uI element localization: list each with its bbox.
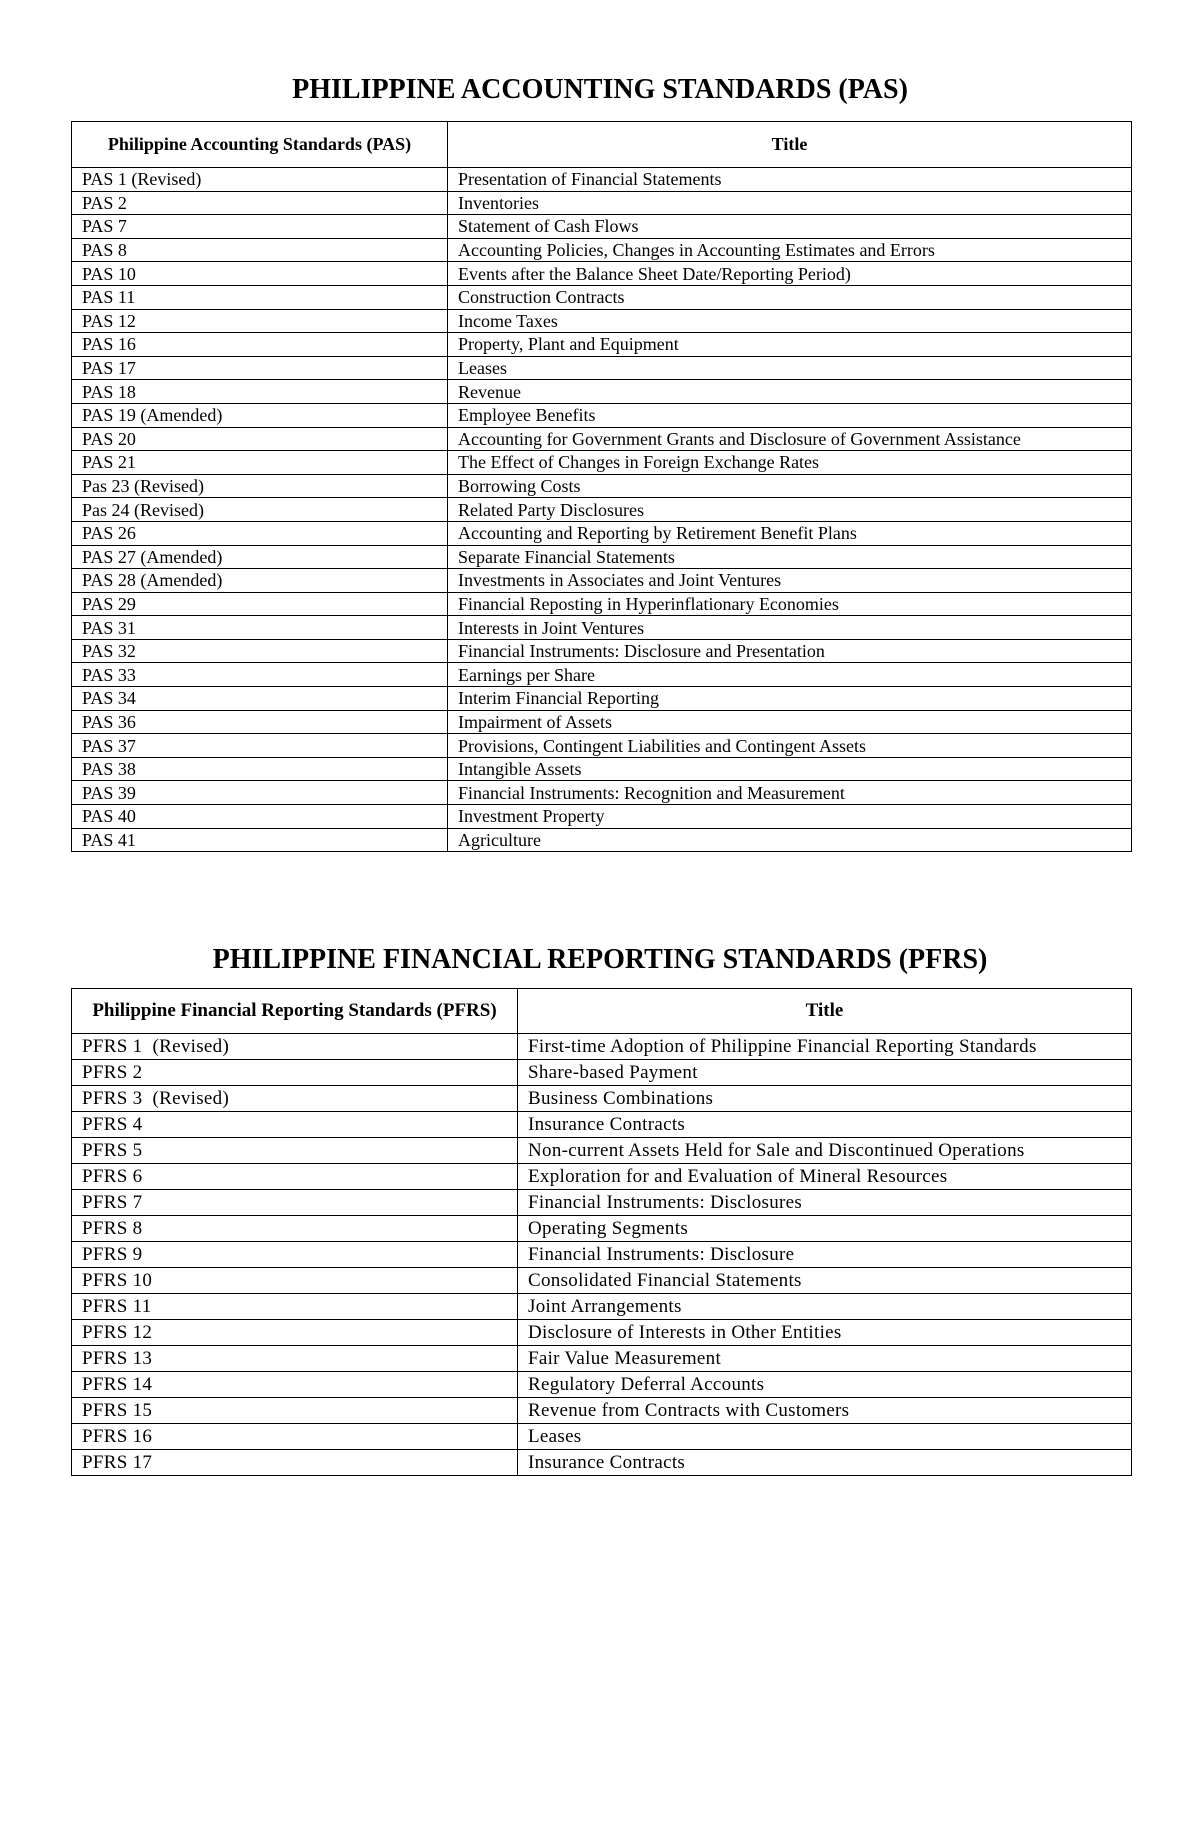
- pas-standard-cell: PAS 7: [72, 215, 448, 239]
- pas-title-cell: Events after the Balance Sheet Date/Reporting Period): [448, 262, 1132, 286]
- pas-table-row: [72, 262, 1132, 286]
- pfrs-title-cell: Fair Value Measurement: [518, 1346, 1132, 1372]
- pas-table-row: [72, 521, 1132, 545]
- pfrs-standard-cell: PFRS 11: [72, 1294, 518, 1320]
- pas-title-cell: Intangible Assets: [448, 757, 1132, 781]
- pas-table-row: [72, 734, 1132, 758]
- pfrs-title-cell: Business Combinations: [518, 1086, 1132, 1112]
- pfrs-standard-cell: PFRS 1 (Revised): [72, 1034, 518, 1060]
- pfrs-table-row: [72, 1060, 1132, 1086]
- pfrs-title-cell: Insurance Contracts: [518, 1112, 1132, 1138]
- pas-title-cell: Property, Plant and Equipment: [448, 333, 1132, 357]
- pas-title-cell: Related Party Disclosures: [448, 498, 1132, 522]
- pas-standard-cell: PAS 18: [72, 380, 448, 404]
- pfrs-standard-cell: PFRS 3 (Revised): [72, 1086, 518, 1112]
- pas-table: [71, 121, 1132, 852]
- pfrs-standard-cell: PFRS 10: [72, 1268, 518, 1294]
- pas-table-row: [72, 333, 1132, 357]
- pfrs-standard-cell: PFRS 12: [72, 1320, 518, 1346]
- pas-title-cell: Statement of Cash Flows: [448, 215, 1132, 239]
- pfrs-table-row: [72, 1216, 1132, 1242]
- pas-table-row: [72, 309, 1132, 333]
- pas-standard-cell: PAS 2: [72, 191, 448, 215]
- pfrs-title-cell: Non-current Assets Held for Sale and Discontinued Operations: [518, 1138, 1132, 1164]
- pas-table-row: [72, 474, 1132, 498]
- pas-table-row: [72, 805, 1132, 829]
- pas-standard-cell: PAS 20: [72, 427, 448, 451]
- pas-standard-cell: PAS 26: [72, 521, 448, 545]
- pas-standard-cell: PAS 37: [72, 734, 448, 758]
- pas-title-cell: Construction Contracts: [448, 285, 1132, 309]
- pas-title-cell: Accounting for Government Grants and Disclosure of Government Assistance: [448, 427, 1132, 451]
- pas-title-cell: Accounting and Reporting by Retirement Benefit Plans: [448, 521, 1132, 545]
- pfrs-table: [71, 988, 1132, 1476]
- pas-standard-cell: Pas 24 (Revised): [72, 498, 448, 522]
- pas-standard-cell: Pas 23 (Revised): [72, 474, 448, 498]
- pas-title-cell: The Effect of Changes in Foreign Exchange Rates: [448, 451, 1132, 475]
- pas-title-cell: Borrowing Costs: [448, 474, 1132, 498]
- pas-table-body: [72, 168, 1132, 852]
- pfrs-title-cell: Exploration for and Evaluation of Mineral Resources: [518, 1164, 1132, 1190]
- pas-title-cell: Provisions, Contingent Liabilities and Contingent Assets: [448, 734, 1132, 758]
- pas-title-cell: Presentation of Financial Statements: [448, 168, 1132, 192]
- pas-standard-cell: PAS 39: [72, 781, 448, 805]
- pfrs-table-row: [72, 1242, 1132, 1268]
- pfrs-table-row: [72, 1190, 1132, 1216]
- pas-title-cell: Investments in Associates and Joint Ventures: [448, 569, 1132, 593]
- pas-table-row: [72, 569, 1132, 593]
- pas-standard-cell: PAS 38: [72, 757, 448, 781]
- pas-standard-cell: PAS 32: [72, 639, 448, 663]
- pfrs-table-row: [72, 1112, 1132, 1138]
- pas-title-cell: Financial Instruments: Disclosure and Presentation: [448, 639, 1132, 663]
- pfrs-title-cell: Consolidated Financial Statements: [518, 1268, 1132, 1294]
- pas-table-row: [72, 356, 1132, 380]
- pfrs-table-row: [72, 1450, 1132, 1476]
- pas-table-row: [72, 781, 1132, 805]
- pfrs-title-cell: Disclosure of Interests in Other Entities: [518, 1320, 1132, 1346]
- pas-table-row: [72, 545, 1132, 569]
- pas-standard-cell: PAS 8: [72, 238, 448, 262]
- pas-title-cell: Employee Benefits: [448, 403, 1132, 427]
- pas-standard-cell: PAS 40: [72, 805, 448, 829]
- pas-table-row: [72, 757, 1132, 781]
- pas-table-row: [72, 427, 1132, 451]
- pas-title-cell: Separate Financial Statements: [448, 545, 1132, 569]
- pas-standard-cell: PAS 21: [72, 451, 448, 475]
- pas-table-row: [72, 639, 1132, 663]
- pfrs-title-cell: Revenue from Contracts with Customers: [518, 1398, 1132, 1424]
- pfrs-title-cell: Financial Instruments: Disclosure: [518, 1242, 1132, 1268]
- pas-column-header-standard: Philippine Accounting Standards (PAS): [72, 122, 448, 168]
- pas-table-row: [72, 687, 1132, 711]
- pas-title-cell: Income Taxes: [448, 309, 1132, 333]
- pas-table-row: [72, 403, 1132, 427]
- pas-standard-cell: PAS 36: [72, 710, 448, 734]
- pas-header-row: [72, 122, 1132, 168]
- pas-heading: PHILIPPINE ACCOUNTING STANDARDS (PAS): [292, 74, 908, 105]
- pfrs-title-cell: Share-based Payment: [518, 1060, 1132, 1086]
- pas-table-row: [72, 285, 1132, 309]
- pfrs-table-row: [72, 1268, 1132, 1294]
- pas-table-row: [72, 215, 1132, 239]
- pfrs-title-cell: Regulatory Deferral Accounts: [518, 1372, 1132, 1398]
- pas-title-cell: Interim Financial Reporting: [448, 687, 1132, 711]
- pfrs-standard-cell: PFRS 2: [72, 1060, 518, 1086]
- pas-standard-cell: PAS 16: [72, 333, 448, 357]
- pfrs-title-cell: Financial Instruments: Disclosures: [518, 1190, 1132, 1216]
- pas-standard-cell: PAS 27 (Amended): [72, 545, 448, 569]
- pas-table-row: [72, 616, 1132, 640]
- pas-column-header-title: Title: [448, 122, 1132, 168]
- pas-standard-cell: PAS 41: [72, 828, 448, 852]
- pas-standard-cell: PAS 34: [72, 687, 448, 711]
- pfrs-header-row: [72, 989, 1132, 1034]
- pfrs-standard-cell: PFRS 9: [72, 1242, 518, 1268]
- pfrs-standard-cell: PFRS 8: [72, 1216, 518, 1242]
- pas-title-cell: Agriculture: [448, 828, 1132, 852]
- pfrs-table-row: [72, 1320, 1132, 1346]
- pas-table-row: [72, 710, 1132, 734]
- pfrs-heading: PHILIPPINE FINANCIAL REPORTING STANDARDS (PFRS): [212, 944, 988, 975]
- pfrs-title-cell: Operating Segments: [518, 1216, 1132, 1242]
- pas-standard-cell: PAS 28 (Amended): [72, 569, 448, 593]
- pas-title-cell: Inventories: [448, 191, 1132, 215]
- pas-standard-cell: PAS 31: [72, 616, 448, 640]
- pfrs-table-row: [72, 1346, 1132, 1372]
- pas-table-row: [72, 168, 1132, 192]
- pfrs-standard-cell: PFRS 4: [72, 1112, 518, 1138]
- pas-title-cell: Revenue: [448, 380, 1132, 404]
- pas-title-cell: Financial Reposting in Hyperinflationary Economies: [448, 592, 1132, 616]
- pfrs-table-row: [72, 1294, 1132, 1320]
- pas-title-cell: Accounting Policies, Changes in Accounting Estimates and Errors: [448, 238, 1132, 262]
- pas-standard-cell: PAS 19 (Amended): [72, 403, 448, 427]
- pas-table-row: [72, 238, 1132, 262]
- pas-table-row: [72, 451, 1132, 475]
- pas-standard-cell: PAS 10: [72, 262, 448, 286]
- pas-table-row: [72, 191, 1132, 215]
- pfrs-title-cell: Insurance Contracts: [518, 1450, 1132, 1476]
- pfrs-standard-cell: PFRS 17: [72, 1450, 518, 1476]
- pas-table-row: [72, 498, 1132, 522]
- pfrs-standard-cell: PFRS 15: [72, 1398, 518, 1424]
- pas-title-cell: Interests in Joint Ventures: [448, 616, 1132, 640]
- pfrs-title-cell: Joint Arrangements: [518, 1294, 1132, 1320]
- pas-table-row: [72, 380, 1132, 404]
- pas-standard-cell: PAS 17: [72, 356, 448, 380]
- pas-standard-cell: PAS 11: [72, 285, 448, 309]
- pas-title-cell: Earnings per Share: [448, 663, 1132, 687]
- pas-table-row: [72, 663, 1132, 687]
- pfrs-column-header-title: Title: [518, 989, 1132, 1034]
- pas-table-row: [72, 592, 1132, 616]
- pfrs-standard-cell: PFRS 16: [72, 1424, 518, 1450]
- pfrs-table-row: [72, 1034, 1132, 1060]
- pas-title-cell: Investment Property: [448, 805, 1132, 829]
- pfrs-title-cell: First-time Adoption of Philippine Financial Reporting Standards: [518, 1034, 1132, 1060]
- pfrs-standard-cell: PFRS 14: [72, 1372, 518, 1398]
- pfrs-table-body: [72, 1034, 1132, 1476]
- pas-title-cell: Impairment of Assets: [448, 710, 1132, 734]
- pfrs-table-row: [72, 1086, 1132, 1112]
- pfrs-column-header-standard: Philippine Financial Reporting Standards (PFRS): [72, 989, 518, 1034]
- pfrs-table-row: [72, 1398, 1132, 1424]
- pas-standard-cell: PAS 12: [72, 309, 448, 333]
- pas-standard-cell: PAS 33: [72, 663, 448, 687]
- pfrs-standard-cell: PFRS 13: [72, 1346, 518, 1372]
- pas-title-cell: Leases: [448, 356, 1132, 380]
- pfrs-table-row: [72, 1138, 1132, 1164]
- pfrs-standard-cell: PFRS 5: [72, 1138, 518, 1164]
- pas-standard-cell: PAS 29: [72, 592, 448, 616]
- pfrs-standard-cell: PFRS 6: [72, 1164, 518, 1190]
- pfrs-title-cell: Leases: [518, 1424, 1132, 1450]
- pfrs-standard-cell: PFRS 7: [72, 1190, 518, 1216]
- pas-title-cell: Financial Instruments: Recognition and Measurement: [448, 781, 1132, 805]
- pfrs-table-row: [72, 1424, 1132, 1450]
- pas-table-row: [72, 828, 1132, 852]
- pfrs-table-row: [72, 1164, 1132, 1190]
- pfrs-table-row: [72, 1372, 1132, 1398]
- pas-standard-cell: PAS 1 (Revised): [72, 168, 448, 192]
